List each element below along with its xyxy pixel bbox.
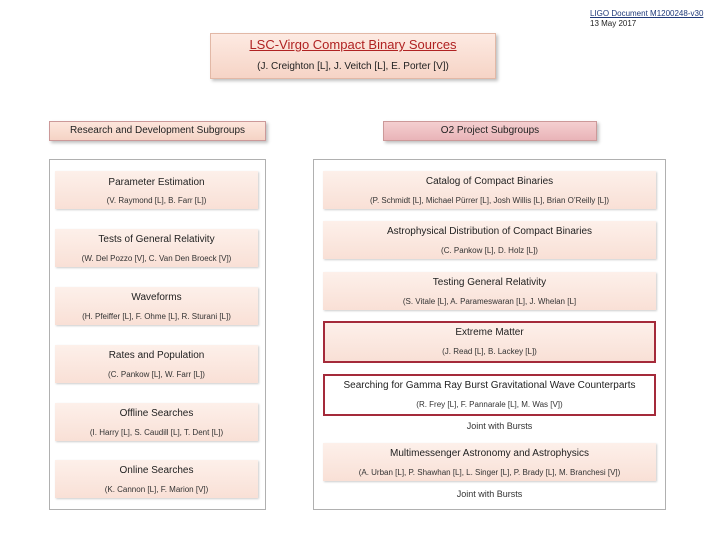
rd-frame [49, 159, 266, 510]
rd-item-names: (V. Raymond [L], B. Farr [L]) [106, 196, 207, 205]
o2-item-title: Astrophysical Distribution of Compact Binaries [386, 226, 593, 237]
document-id[interactable]: LIGO Document M1200248-v30 [590, 9, 704, 18]
rd-subgroups-label: Research and Development Subgroups [49, 121, 266, 141]
document-date: 13 May 2017 [590, 19, 637, 28]
rd-item-title: Rates and Population [108, 350, 205, 361]
joint-with-bursts-note: Joint with Bursts [456, 489, 523, 499]
rd-item-title: Tests of General Relativity [98, 234, 215, 245]
o2-item-names: (A. Urban [L], P. Shawhan [L], L. Singer [L], P. Brady [L], M. Branchesi [V]) [358, 468, 621, 477]
o2-item-title: Multimessenger Astronomy and Astrophysics [390, 448, 589, 459]
group-chairs: (J. Creighton [L], J. Veitch [L], E. Porter [V]) [257, 61, 449, 72]
rd-item-title: Online Searches [119, 465, 194, 476]
rd-item-title: Waveforms [131, 292, 182, 303]
o2-item-title: Testing General Relativity [432, 277, 547, 288]
o2-subgroups-label: O2 Project Subgroups [383, 121, 597, 141]
group-title[interactable]: LSC-Virgo Compact Binary Sources [249, 37, 457, 52]
rd-item-names: (C. Pankow [L], W. Farr [L]) [108, 370, 205, 379]
o2-item-names: (C. Pankow [L], D. Holz [L]) [441, 246, 538, 255]
rd-item-title: Parameter Estimation [108, 177, 205, 188]
o2-item-title: Catalog of Compact Binaries [425, 176, 554, 187]
o2-item-names: (S. Vitale [L], A. Parameswaran [L], J. Whelan [L] [402, 297, 577, 306]
rd-item-title: Offline Searches [119, 408, 194, 419]
o2-item-names: (P. Schmidt [L], Michael Pürrer [L], Josh Willis [L], Brian O’Reilly [L]) [369, 196, 610, 205]
rd-item-names: (W. Del Pozzo [V], C. Van Den Broeck [V]) [81, 254, 232, 263]
o2-item-names: (R. Frey [L], F. Pannarale [L], M. Was [V]) [416, 400, 563, 409]
o2-item-title: Searching for Gamma Ray Burst Gravitational Wave Counterparts [343, 380, 636, 391]
o2-item-title: Extreme Matter [455, 327, 524, 338]
rd-item-names: (H. Pfeiffer [L], F. Ohme [L], R. Sturani [L]) [82, 312, 231, 321]
rd-item-names: (I. Harry [L], S. Caudill [L], T. Dent [L]) [89, 428, 224, 437]
rd-item-names: (K. Cannon [L], F. Marion [V]) [104, 485, 209, 494]
joint-with-bursts-note: Joint with Bursts [466, 421, 533, 431]
o2-item-names: (J. Read [L], B. Lackey [L]) [442, 347, 537, 356]
